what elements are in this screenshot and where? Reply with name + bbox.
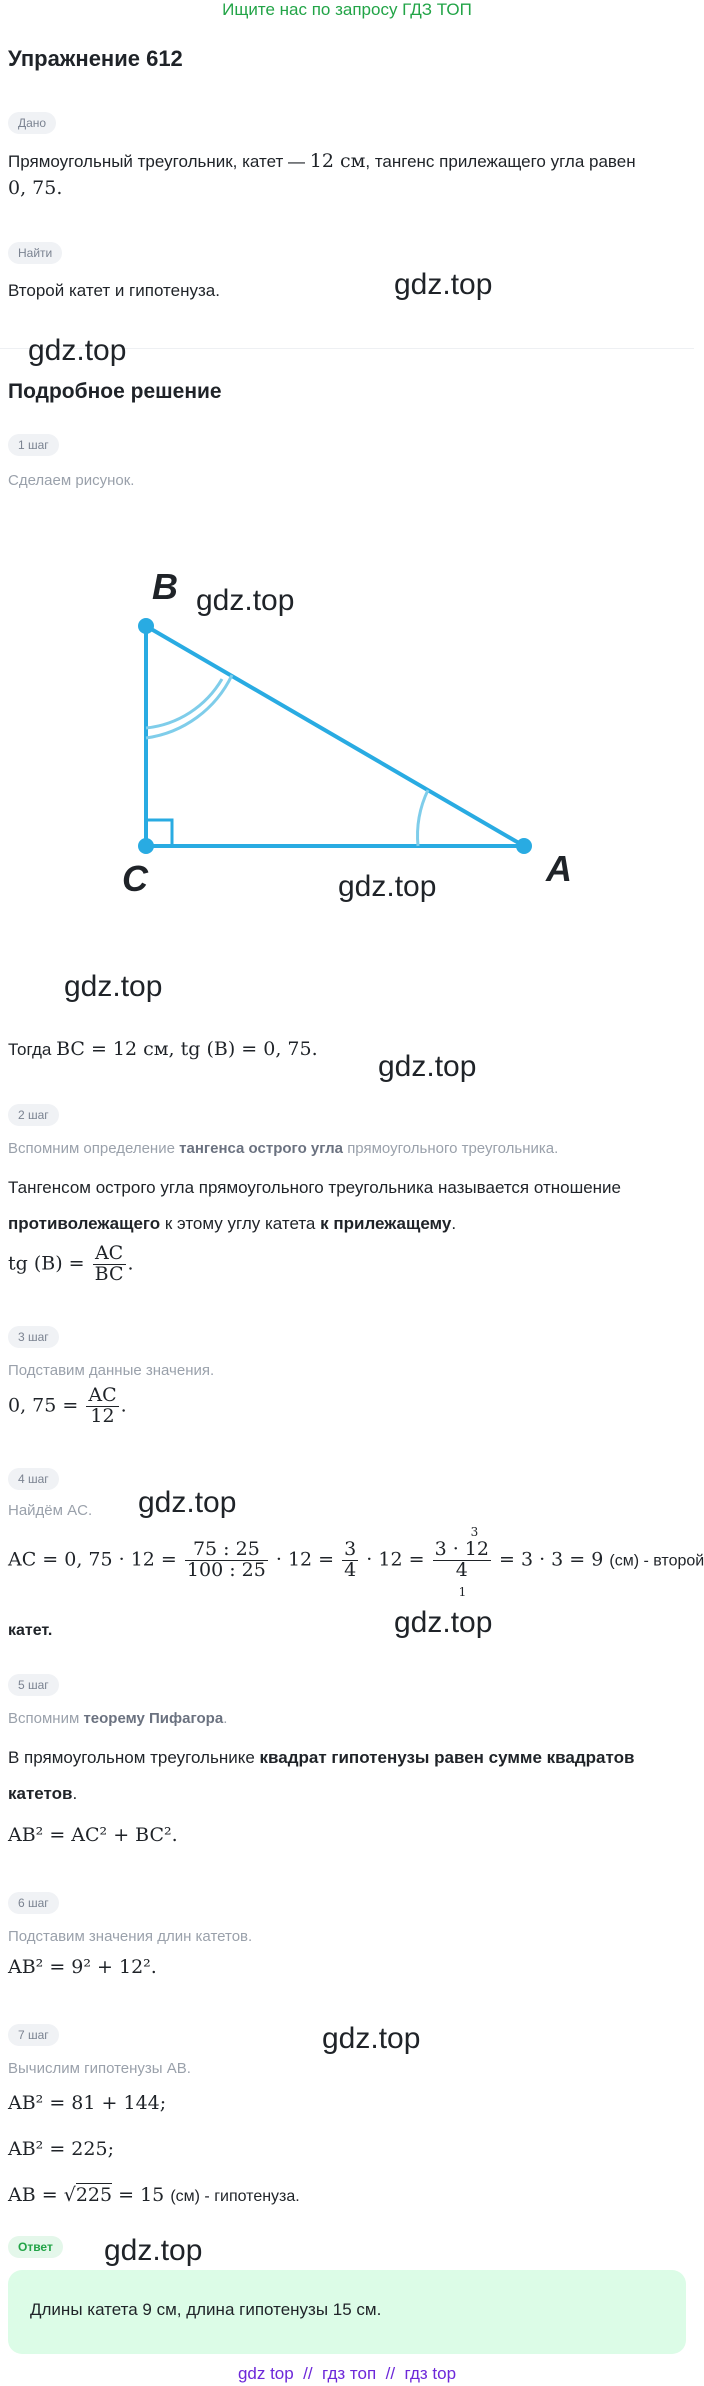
fraction-numerator: 3 · 12 (434, 1538, 489, 1560)
sqrt-sign: √ (63, 2184, 76, 2206)
step2-hint-bold: тангенса острого угла (179, 1140, 344, 1157)
cancel-bottom: 1 (458, 1585, 467, 1599)
step3-hint: Подставим данные значения. (8, 1362, 215, 1379)
step4-fraction2 (342, 1540, 358, 1581)
step7-line2: AB² = 225; (8, 2138, 114, 2160)
fraction-numerator: 3 (344, 1538, 357, 1560)
watermark: gdz.top (394, 268, 493, 301)
watermark: gdz.top (64, 970, 163, 1003)
step2-def-mid: к этому углу катета (164, 1214, 316, 1233)
step6-hint: Подставим значения длин катетов. (8, 1928, 253, 1945)
step5-theorem (8, 1740, 684, 1812)
step2-hint-before: Вспомним определение (8, 1140, 175, 1157)
step7-line1: AB² = 81 + 144; (8, 2092, 167, 2114)
step4-mid1: · 12 = (275, 1548, 335, 1571)
triangle-diagram (138, 618, 532, 854)
step7-line3-end: (см) - гипотенуза. (170, 2188, 300, 2205)
vertex-c (138, 838, 154, 854)
step2-def-end: . (451, 1214, 457, 1233)
step1-hint: Сделаем рисунок. (8, 472, 135, 489)
step5-theorem-bold: квадрат гипотенузы равен сумме квадратов катетов (8, 1748, 635, 1803)
search-hint-link[interactable]: Ищите нас по запросу ГДЗ ТОП (222, 0, 472, 19)
step5-badge (8, 1674, 59, 1696)
vertex-b (138, 618, 154, 634)
step2-hint-after: прямоугольного треугольника. (347, 1140, 559, 1157)
exercise-title: Упражнение 612 (8, 46, 183, 71)
step2-fraction (93, 1244, 126, 1285)
step7-hint: Вычислим гипотенузы AB. (8, 2060, 191, 2077)
step2-hint (8, 1140, 558, 1157)
step-label: 7 шаг (8, 2024, 59, 2046)
step3-fraction (86, 1386, 118, 1427)
step-label: 5 шаг (8, 1674, 59, 1696)
step-label: 1 шаг (8, 434, 59, 456)
watermark: gdz.top (28, 334, 127, 367)
step4-mid2: · 12 = (366, 1548, 425, 1571)
step4-calculation (8, 1525, 704, 1599)
watermark: gdz.top (104, 2234, 203, 2267)
step3-formula-lhs: 0, 75 = (8, 1394, 79, 1417)
step2-badge (8, 1104, 59, 1126)
step4-fraction1 (185, 1540, 268, 1581)
watermark: gdz.top (394, 1606, 493, 1639)
angle-b-arc-inner (146, 679, 222, 728)
vertex-a (516, 838, 532, 854)
step4-hint: Найдём AC. (8, 1502, 93, 1519)
step6-badge (8, 1892, 59, 1914)
step5-theorem-end: . (72, 1784, 78, 1803)
step1-result (8, 1036, 318, 1063)
cancel-top: 3 (470, 1525, 479, 1539)
step4-calc-lhs: AC = 0, 75 · 12 = (8, 1548, 177, 1571)
step4-fraction3 (433, 1525, 491, 1599)
find-text: Второй катет и гипотенуза. (8, 281, 220, 300)
fraction-denominator: 100 : 25 (186, 1558, 266, 1581)
footer-links[interactable]: gdz top // гдз топ // гдз top (237, 2364, 457, 2383)
solution-title: Подробное решение (8, 380, 222, 403)
step-label: 6 шаг (8, 1892, 59, 1914)
given-value2: 0, 75. (8, 177, 63, 199)
vertex-label-b: B (152, 566, 178, 607)
step-label: 2 шаг (8, 1104, 59, 1126)
find-label: Найти (8, 242, 62, 264)
watermark: gdz.top (338, 870, 437, 903)
given-label: Дано (8, 112, 56, 134)
step7-line3-lhs: AB = (8, 2184, 58, 2206)
fraction-denominator: 12 (90, 1404, 115, 1427)
step5-formula: AB² = AC² + BC². (8, 1824, 178, 1846)
step5-theorem-before: В прямоугольном треугольнике (8, 1748, 255, 1767)
step3-formula: 0, 75 = $\frac{AC}{12}$ . (8, 1384, 127, 1427)
step1-result-prefix: Тогда (8, 1040, 52, 1059)
answer-badge (8, 2236, 63, 2258)
step2-formula-lhs: tg (B) = (8, 1252, 85, 1275)
step4-calc-end: катет. (8, 1622, 53, 1639)
fraction-denominator: 4 (344, 1558, 357, 1581)
step3-badge (8, 1326, 59, 1348)
given-text-before: Прямоугольный треугольник, катет — (8, 152, 305, 171)
vertex-label-a: A (546, 848, 572, 889)
step4-calc-rhs: = 3 · 3 = 9 (499, 1548, 604, 1571)
given-text (8, 148, 678, 202)
step4-calc-unit: (см) - второй (609, 1552, 704, 1570)
step2-definition (8, 1170, 684, 1242)
watermark: gdz.top (378, 1050, 477, 1083)
side-ab (146, 626, 524, 846)
step7-line3-rhs: = 15 (118, 2184, 165, 2206)
given-badge (8, 112, 56, 134)
answer-text: Длины катета 9 см, длина гипотенузы 15 см. (30, 2300, 382, 2319)
watermark: gdz.top (196, 584, 295, 617)
step1-badge (8, 434, 59, 456)
answer-box (8, 2270, 686, 2354)
step-label: 3 шаг (8, 1326, 59, 1348)
step2-formula: tg (B) = $\frac{AC}{BC}$ . (8, 1242, 134, 1285)
answer-label: Ответ (8, 2236, 63, 2258)
step5-hint (8, 1710, 227, 1727)
watermark: gdz.top (138, 1486, 237, 1519)
step2-def-bold2: к прилежащему (320, 1214, 452, 1233)
step4-badge (8, 1468, 59, 1490)
step5-hint-bold: теорему Пифагора (83, 1710, 224, 1727)
watermark: gdz.top (322, 2022, 421, 2055)
angle-a-arc (418, 790, 428, 846)
step5-hint-after: . (223, 1710, 228, 1727)
fraction-numerator: AC (93, 1244, 126, 1265)
given-value: 12 см (309, 150, 366, 172)
fraction-numerator: 75 : 25 (185, 1540, 268, 1561)
fraction-denominator: 4 (455, 1558, 468, 1581)
step7-badge (8, 2024, 59, 2046)
find-badge (8, 242, 62, 264)
fraction-numerator: AC (88, 1384, 117, 1406)
step7-line3 (8, 2184, 300, 2206)
fraction-denominator: BC (94, 1262, 124, 1285)
step2-def-bold1: противолежащего (8, 1214, 161, 1233)
step5-hint-before: Вспомним (8, 1710, 80, 1727)
vertex-label-c: C (122, 858, 148, 899)
step6-formula: AB² = 9² + 12². (8, 1956, 157, 1978)
step1-result-math: BC = 12 см, tg (B) = 0, 75. (56, 1038, 318, 1060)
step2-def-line1: Тангенсом острого угла прямоугольного треугольника называется отношение (8, 1178, 622, 1197)
step7-radicand: 225 (75, 2184, 113, 2206)
given-text-after: , тангенс прилежащего угла равен (365, 152, 636, 171)
step-label: 4 шаг (8, 1468, 59, 1490)
